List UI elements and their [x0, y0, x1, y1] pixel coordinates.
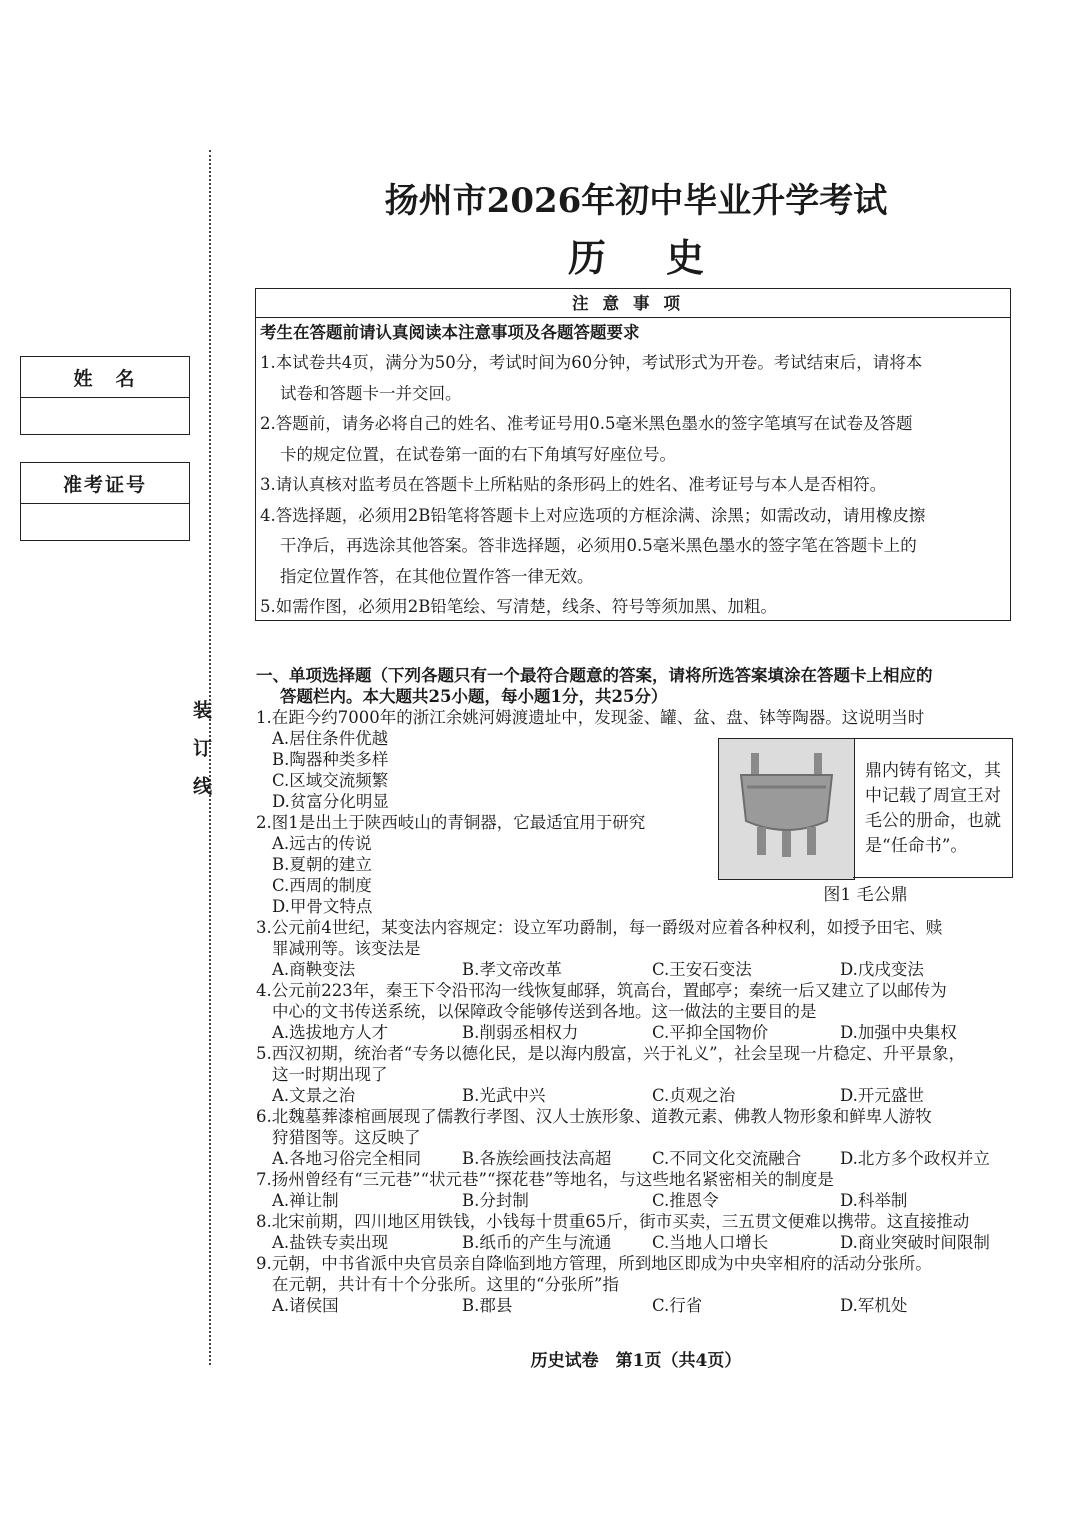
question-stem: 这一时期出现了 [272, 1065, 388, 1084]
figure-image [718, 738, 855, 880]
question-stem: 4.公元前223年，秦王下令沿邗沟一线恢复邮驿，筑高台，置邮亭；秦统一后又建立了以邮传为 [256, 981, 947, 1000]
name-field[interactable] [21, 398, 189, 434]
option: D.商业突破时间限制 [840, 1233, 990, 1252]
page-footer: 历史试卷 第1页（共4页） [530, 1351, 742, 1371]
notice-item [256, 592, 1010, 623]
question-stem: 2.图1是出土于陕西岐山的青铜器，它最适宜用于研究 [256, 813, 646, 832]
option: B.光武中兴 [462, 1086, 546, 1105]
option: A.禅让制 [272, 1191, 339, 1210]
notice-line: 指定位置作答，在其他位置作答一律无效。 [280, 566, 594, 586]
notice-line: 2.答题前，请务必将自己的姓名、准考证号用0.5毫米黑色墨水的签字笔填写在试卷及答题 [260, 414, 913, 433]
exam-title: 扬州市2026年初中毕业升学考试 [384, 181, 888, 221]
notice-item [256, 348, 1010, 409]
option: D.加强中央集权 [840, 1023, 957, 1042]
notice-item [256, 409, 1010, 470]
option: A.居住条件优越 [272, 729, 389, 748]
notice-box [255, 288, 1011, 621]
figure-description: 鼎内铸有铭文，其中记载了周宣王对毛公的册命，也就是“任命书”。 [853, 738, 1013, 878]
notice-item [256, 501, 1010, 593]
question-stem: 1.在距今约7000年的浙江余姚河姆渡遗址中，发现釜、罐、盆、盘、钵等陶器。这说明当时 [256, 708, 925, 727]
option: B.陶器种类多样 [272, 750, 389, 769]
exam-id-box [20, 462, 190, 541]
option: D.军机处 [840, 1296, 908, 1315]
option: D.开元盛世 [840, 1086, 924, 1105]
notice-line: 4.答选择题，必须用2B铅笔将答题卡上对应选项的方框涂满、涂黑；如需改动，请用橡皮擦 [260, 505, 926, 525]
option: C.西周的制度 [272, 876, 372, 895]
figure-caption: 图1 毛公鼎 [823, 885, 908, 905]
option: A.盐铁专卖出现 [272, 1233, 389, 1252]
question-stem: 在元朝，共计有十个分张所。这里的“分张所”指 [272, 1275, 619, 1294]
section-heading-line: 一、单项选择题（下列各题只有一个最符合题意的答案，请将所选答案填涂在答题卡上相应的 [256, 666, 933, 685]
notice-item [256, 470, 1010, 501]
name-box [20, 356, 190, 435]
option: C.推恩令 [652, 1191, 719, 1210]
notice-line: 5.如需作图，必须用2B铅笔绘、写清楚，线条、符号等须加黑、加粗。 [260, 597, 777, 616]
option: A.文景之治 [272, 1086, 356, 1105]
option: B.夏朝的建立 [272, 855, 372, 874]
option: C.区域交流频繁 [272, 771, 389, 790]
option: B.削弱丞相权力 [462, 1023, 579, 1042]
notice-intro: 考生在答题前请认真阅读本注意事项及各题答题要求 [260, 323, 640, 342]
option: B.孝文帝改革 [462, 960, 562, 979]
option: C.贞观之治 [652, 1086, 736, 1105]
question-stem: 狩猎图等。这反映了 [272, 1128, 421, 1147]
option: B.郡县 [462, 1296, 513, 1315]
question-stem: 6.北魏墓葬漆棺画展现了儒教行孝图、汉人士族形象、道教元素、佛教人物形象和鲜卑人游牧 [256, 1107, 932, 1126]
option: A.诸侯国 [272, 1296, 339, 1315]
question-stem: 3.公元前4世纪，某变法内容规定：设立军功爵制，每一爵级对应着各种权利，如授予田宅、赎 [256, 918, 943, 937]
exam-id-field[interactable] [21, 504, 189, 540]
question-stem: 罪减刑等。该变法是 [272, 939, 421, 958]
option: C.不同文化交流融合 [652, 1149, 802, 1168]
notice-line: 卡的规定位置，在试卷第一面的右下角填写好座位号。 [280, 444, 676, 464]
notice-line: 1.本试卷共4页，满分为50分，考试时间为60分钟，考试形式为开卷。考试结束后，请将本 [260, 353, 923, 372]
option: C.平抑全国物价 [652, 1023, 769, 1042]
binding-line-label: 装 订 线 [190, 700, 212, 795]
name-label: 姓 名 [21, 357, 189, 398]
option: C.当地人口增长 [652, 1233, 769, 1252]
question-stem: 5.西汉初期，统治者“专务以德化民，是以海内殷富，兴于礼义”，社会呈现一片稳定、升平景象， [256, 1044, 966, 1063]
option: B.各族绘画技法高超 [462, 1149, 612, 1168]
question-stem: 中心的文书传送系统，以保障政令能够传送到各地。这一做法的主要目的是 [272, 1002, 817, 1021]
question-stem: 8.北宋前期，四川地区用铁钱，小钱每十贯重65斤，街市买卖，三五贯文便难以携带。这直接推动 [256, 1212, 970, 1231]
question-stem: 7.扬州曾经有“三元巷”“状元巷”“探花巷”等地名，与这些地名紧密相关的制度是 [256, 1170, 834, 1189]
option: B.分封制 [462, 1191, 529, 1210]
option: D.科举制 [840, 1191, 908, 1210]
option: D.甲骨文特点 [272, 897, 373, 916]
section-heading-line: 答题栏内。本大题共25小题，每小题1分，共25分） [280, 687, 668, 706]
option: A.远古的传说 [272, 834, 372, 853]
option: A.商鞅变法 [272, 960, 356, 979]
notice-title: 注意事项 [256, 291, 1010, 318]
option: C.王安石变法 [652, 960, 752, 979]
option: D.北方多个政权并立 [840, 1149, 990, 1168]
option: A.选拔地方人才 [272, 1023, 389, 1042]
option: B.纸币的产生与流通 [462, 1233, 612, 1252]
exam-subject: 历史 [567, 235, 764, 280]
question-stem: 9.元朝，中书省派中央官员亲自降临到地方管理，所到地区即成为中央宰相府的活动分张所。 [256, 1254, 932, 1273]
option: C.行省 [652, 1296, 703, 1315]
notice-line: 3.请认真核对监考员在答题卡上所粘贴的条形码上的姓名、准考证号与本人是否相符。 [260, 475, 887, 494]
bronze-ding-icon [719, 739, 854, 879]
notice-line: 干净后，再选涂其他答案。答非选择题，必须用0.5毫米黑色墨水的签字笔在答题卡上的 [280, 536, 917, 555]
exam-id-label: 准考证号 [21, 463, 189, 504]
notice-line: 试卷和答题卡一并交回。 [280, 383, 462, 403]
option: D.贫富分化明显 [272, 792, 389, 811]
option: A.各地习俗完全相同 [272, 1149, 422, 1168]
option: D.戊戌变法 [840, 960, 924, 979]
